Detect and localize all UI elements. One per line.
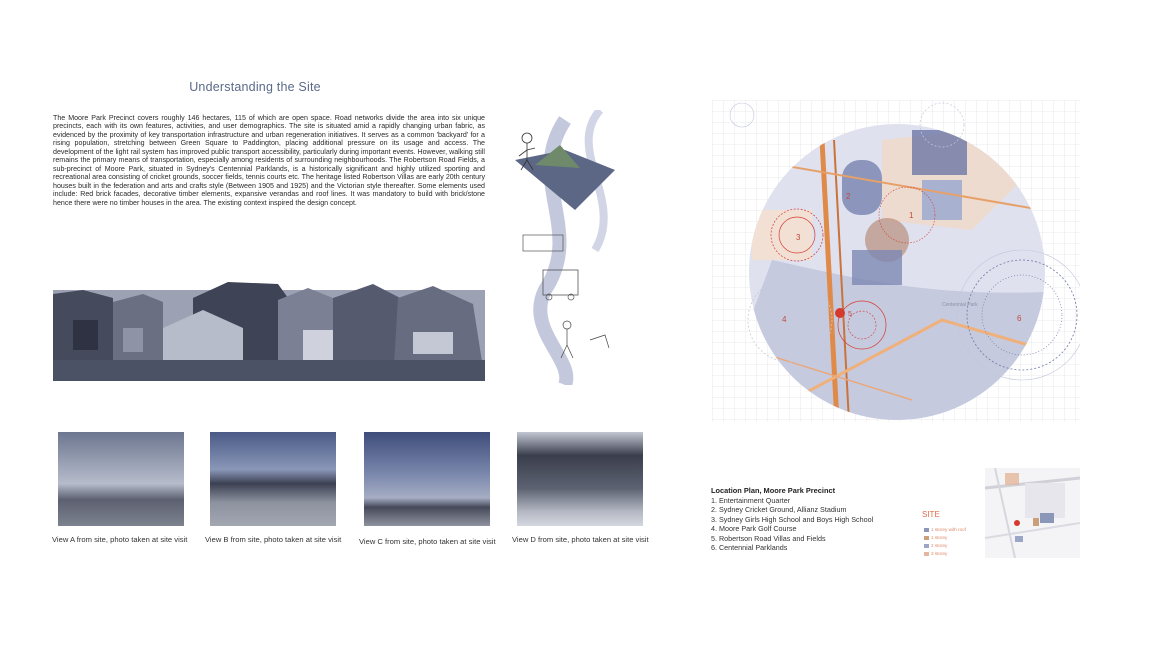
view-c-photo	[364, 432, 490, 526]
swatch	[924, 552, 929, 556]
map-label-5: 5	[848, 311, 852, 318]
site-activity-sketch	[505, 110, 645, 385]
list-item: 3. Sydney Girls High School and Boys High School	[711, 514, 874, 524]
list-item: 5. Robertson Road Villas and Fields	[711, 533, 826, 543]
site-detail-plan	[985, 468, 1080, 558]
site-key-row: 3 storey	[924, 551, 947, 556]
swatch	[924, 528, 929, 532]
view-d-photo	[517, 432, 643, 526]
list-item: 2. Sydney Cricket Ground, Allianz Stadium	[711, 505, 847, 515]
site-key-label: SITE	[922, 510, 940, 519]
map-label-1: 1	[909, 211, 914, 220]
view-d-caption: View D from site, photo taken at site visit	[512, 535, 649, 544]
swatch	[924, 544, 929, 548]
section-title: Understanding the Site	[189, 80, 321, 94]
list-item: 1. Entertainment Quarter	[711, 496, 791, 505]
view-c-caption: View C from site, photo taken at site visit	[359, 537, 496, 546]
location-plan-list	[711, 496, 873, 552]
map-label-park: Centennial Park	[942, 302, 978, 308]
map-label-6: 6	[1017, 314, 1022, 323]
map-label-3: 3	[796, 233, 801, 242]
site-key-row: 1 storey	[924, 535, 947, 540]
list-item: 6. Centennial Parklands	[711, 543, 788, 553]
map-label-2: 2	[846, 192, 851, 201]
intro-paragraph: The Moore Park Precinct covers roughly 146 hectares, 115 of which are open space. Road networks divide the area into six unique precincts, each with its own features, activities, and user demographics. The site is situated amid a rapidly changing urban fabric, as evidenced by the proximity of key transportation infrastructure and urban regeneration initiatives. It serves as a common 'backyard' for a rising population, stretching between Green Square to Paddington, placing additional pressure on its usage and access. The development of the light rail system has improved public transport accessibility, particularly during important events. However, walking still remains the primary means of transportation, especially among residents of surrounding neighbourhoods. The Robertson Road Fields, a sub-precinct of Moore Park, situated in Sydney's Centennial Parklands, is a historically significant and highly utilized sporting and recreational area consisting of cricket grounds, soccer fields, tennis courts etc. The heritage listed Robertson Villas are early 20th century houses built in the federation and arts and crafts style (Between 1905 and 1925) and the Victorian style thereafter. Some elements used include: Red brick facades, decorative timber elements, expansive verandas and roof lines. It was mandatory to build with brick/stone hence there were no timber houses in the area. The existing context inspired the design concept.	[53, 114, 485, 207]
location-plan-map	[712, 100, 1080, 422]
swatch	[924, 536, 929, 540]
view-b-caption: View B from site, photo taken at site visit	[205, 535, 342, 544]
location-plan-title: Location Plan, Moore Park Precinct	[711, 486, 836, 495]
site-key-row: 1 storey with roof	[924, 527, 966, 532]
site-key-row: 2 storey	[924, 543, 947, 548]
view-b-photo	[210, 432, 336, 526]
list-item: 4. Moore Park Golf Course	[711, 524, 797, 534]
villas-collage	[53, 280, 485, 381]
view-a-caption: View A from site, photo taken at site visit	[52, 535, 188, 544]
view-a-photo	[58, 432, 184, 526]
map-label-4: 4	[782, 315, 787, 324]
